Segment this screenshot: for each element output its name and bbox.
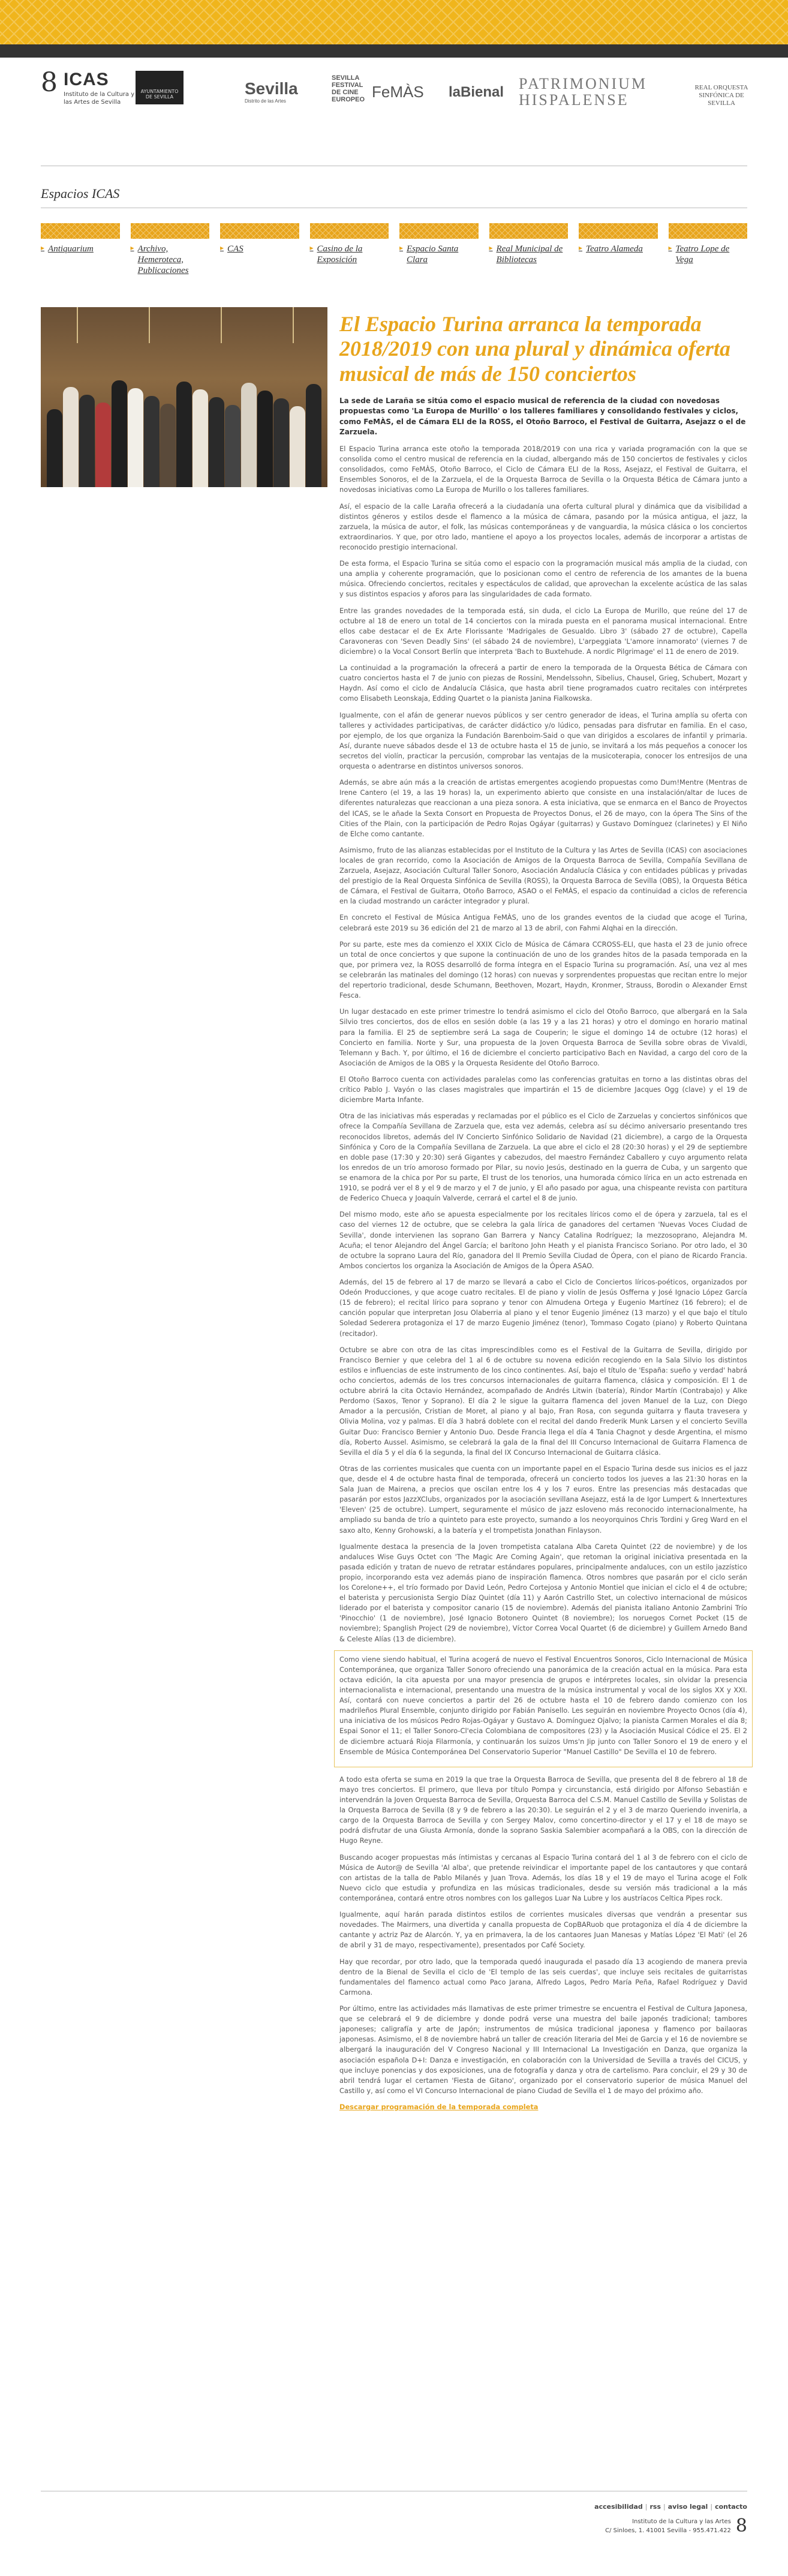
- article-paragraph: Como viene siendo habitual, el Turina acogerá de nuevo el Festival Encuentros Sonoros, Ciclo Internacional de Música Contemporánea, que organiza Taller Sonoro ofreciendo una panorámica de la creación actual en la música. Para esta octava edición, la cita apuesta por una mayor presencia de grupos e intérpretes locales, sin olvidar la presencia internacionalista e internacional, presentando una muestra de la música instrumental y vocal de los siglos XX y XXI. Así, contará con nueve conciertos a partir del 26 de octubre hasta el 10 de febrero dando comienzo con los madrileños Plural Ensemble, conjunto dirigido por Fabián Panisello. Les seguirán en noviembre Proyecto Ocnos (día 4), una iniciativa de los músicos Pedro Rojas-Ogáyar y Gustavo A. Domínguez Ojalvo; la pianista Carmen Morales el día 8; Espai Sonor el 11; el Taller Sonoro-Cl'ecia Colombiana de compositores (23) y la Asociación Musical Códice el 25. El 2 de diciembre actuará Rioja Filarmonía, y continuarán los suizos Ums'n Jip junto con Taller Sonoro el 19 de enero y el Ensemble de Música Contemporánea Del Conservatorio Superior "Manuel Castillo" De Sevilla el 10 de febrero.: [339, 1655, 747, 1756]
- icas-logo-sub: Instituto de la Cultura y las Artes de Sevilla: [64, 91, 135, 106]
- arrow-icon: ▸: [41, 244, 45, 252]
- photo-person: [241, 383, 257, 487]
- top-decorative-bar: [0, 0, 788, 44]
- photo-person: [47, 409, 62, 487]
- nav-label: Espacio Santa Clara: [407, 244, 459, 265]
- article-paragraph: Octubre se abre con otra de las citas imprescindibles como es el Festival de la Guitarra de Sevilla, dirigido por Francisco Bernier y que celebra del 1 al 6 de octubre su novena edición recogiendo en la Sala Silvio los distintos estilos e influencias de este instrumento de los cinco continentes. Así, bajo el título de 'España: sueño y verdad' habrá ocho conciertos, además de los tres concursos internacionales de guitarra flamenca, clásica y composición. El 1 de octubre abrirá la cita Octavio Hernández, acompañado de Andrés Litwin (batería), Rindor Martín (Contrabajo) y Alke Perdomo (Saxos, Tenor y Soprano). El día 2 le sigue la guitarra flamenca del joven Manuel de la Luz, con Diego Amador a la percusión, Cristian de Moret, al piano y al bajo, Fran Rosa, con segunda guitarra y flauta travesera y Olivia Molina, voz y palmas. El día 3 habrá doblete con el recital del dando Frederik Munk Larsen y el concierto Sevilla Guitar Duo: Francisco Bernier y Antonio Duo. Desde Francia llega el día 4 Tania Chagnot y desde Argentina, el mismo día, Roberto Aussel. Asimismo, se celebrará la gala de la final del III Concurso Internacional de Guitarra Flamenca de Sevilla el día 5 y el día 6 la segunda, la final del IX Concurso Internacional de Guitarra clásica.: [339, 1345, 747, 1457]
- nav-label: Real Municipal de Bibliotecas: [496, 244, 563, 265]
- article-paragraph: Igualmente, aquí harán parada distintos estilos de corrientes musicales diversas que vendrán a presentar sus novedades. The Mairmers, una divertida y canalla propuesta de CopBARuob que protagoniza el día 4 de diciembre la cantante y actriz Paz de Alarcón. Y, ya en primavera, la de los cantaores Juan Manesas y Matías López 'El Mati' (el 26 de abril y 31 de mayo, respectivamente), presentados por Café Society.: [339, 1910, 747, 1950]
- photo-person: [112, 380, 127, 487]
- spaces-nav: [41, 223, 747, 276]
- partner-cine-logo[interactable]: SEVILLA FESTIVAL DE CINE EUROPEO: [332, 74, 365, 104]
- nav-label: CAS: [227, 244, 243, 254]
- nav-label: Antiquarium: [48, 244, 94, 254]
- dark-strip: [0, 44, 788, 58]
- article-paragraph: Buscando acoger propuestas más íntimistas y cercanas al Espacio Turina contará del 1 al 3 de febrero con el ciclo de Música de Autor@ de Sevilla 'Al alba', que pretende reivindicar el importante papel de los cantautores y que contará con artistas de la talla de Pablo Milanés y Juan Trova. Además, los días 18 y el 19 de mayo el Turina acoge el Folk Nuevo ciclo que estudia y profundiza en las músicas tradicionales, desde su versión más tradicional a la más contemporánea, contará entre otros nombres con los gallegos Luar Na Lubre y los austríacos Celtica Pipes rock.: [339, 1853, 747, 1902]
- article-headline: El Espacio Turina arranca la temporada 2018/2019 con una plural y dinámica oferta musical de más de 150 conciertos: [339, 312, 731, 386]
- photo-person: [176, 382, 192, 487]
- footer-logo: [605, 2517, 747, 2535]
- photo-person: [209, 397, 224, 487]
- article-paragraph: A todo esta oferta se suma en 2019 la que trae la Orquesta Barroca de Sevilla, que presenta del 8 de febrero al 18 de mayo tres conciertos. El primero, que lleva por título Pompa y circunstancia, está dirigido por Alfonso Sebastián e intervendrán la Joven Orquesta Barroca de Sevilla, Orquesta Barroca del C.S.M. Manuel Castillo de Sevilla y Solistas de la Orquesta Barroca de Sevilla (8 y 9 de febrero a las 20:30). Le seguirán el 2 y el 3 de marzo Queriendo invenirla, a cargo de la Orquesta Barroca de Sevilla y con Sergey Malov, como concertino-director y el 17 y el 18 de mayo se podrá disfrutar de una Giusta Armonía, donde la soprano Saskia Salembier acompañará a la OBS, con la dirección de Hugo Reyne.: [339, 1775, 747, 1845]
- photo-person: [257, 391, 273, 487]
- article-paragraph: Entre las grandes novedades de la temporada está, sin duda, el ciclo La Europa de Murillo, que reúne del 17 de octubre al 18 de enero un total de 14 conciertos con la mirada puesta en el panorama musical internacional. Entre ellos cabe destacar el de Ex Arte Florissante 'Madrigales de Gesualdo. Libro 3' (sábado 27 de octubre), Capella Caravoneras con 'Seven Deadly Sins' (el sábado 24 de noviembre), L'arpeggiata 'L'amore innamorato' (viernes 7 de diciembre) o la Vocal Consort Berlín que interpreta 'Bach to Buxtehude. A nordic Pilgrimage' el 11 de enero de 2019.: [339, 606, 747, 656]
- nav-item-2[interactable]: [220, 223, 299, 276]
- nav-bar[interactable]: [669, 223, 748, 239]
- footer-logo-mark: 8: [735, 2515, 747, 2536]
- photo-lamp: [149, 307, 150, 343]
- nav-item-7[interactable]: [669, 223, 748, 276]
- photo-person: [79, 395, 95, 487]
- nav-link[interactable]: [310, 244, 389, 265]
- article-paragraph: Además, se abre aún más a la creación de artistas emergentes acogiendo propuestas como Dum!Mentre (Mentras de Irene Cantero (el 19, a las 19 horas) la, un experimento abierto que consiste en una instalación/altar de luces de diferentes naturalezas que reaccionan a una pieza sonora. A esta iniciativa, que se enmarca en el Banco de Proyectos del ICAS, se le añade la Sexta Consort en Propuesta de Proyectos Donus, el 26 de mayo, con la ópera The Sins of the Cities of the Plain, con la participación de Pedro Rojas Ogáyar (guitarras) y Gustavo Domínguez (clarinetes) y El Niño de Elche como cantante.: [339, 778, 747, 838]
- partner-patrimonio-logo[interactable]: PATRIMONIUM HISPALENSE: [519, 75, 648, 109]
- nav-item-0[interactable]: [41, 223, 120, 276]
- article-paragraph: Un lugar destacado en este primer trimestre lo tendrá asimismo el ciclo del Otoño Barroco, que albergará en la Sala Silvio tres conciertos, dos de ellos en sesión doble (a las 19 y a las 21 horas) y otro el domingo en horario matinal para la familia. El 25 de septiembre será La saga de Couperin; le sigue el domingo 14 de octubre (12 horas) el Concierto en familia. Norte y Sur, una propuesta de la Joven Orquesta Barroca de Sevilla sobre obras de Vivaldi, Telemann y Bach. Y, por último, el 16 de diciembre el concierto participativo Bach en Navidad, a cargo del coro de la Asociación de Amigos de la OBS y la Orquesta Residente del Otoño Barroco.: [339, 1007, 747, 1067]
- photo-person: [193, 389, 208, 487]
- arrow-icon: ▸: [220, 244, 224, 252]
- footer-separator: |: [710, 2503, 713, 2511]
- photo-person: [225, 405, 240, 487]
- icas-logo-mark: 8: [41, 67, 58, 98]
- ayuntamiento-logo[interactable]: AYUNTAMIENTO DE SEVILLA: [136, 71, 184, 104]
- partner-sevilla-logo[interactable]: [245, 79, 298, 104]
- nav-item-3[interactable]: [310, 223, 389, 276]
- photo-lamp: [293, 307, 294, 343]
- photo-people: [41, 367, 327, 487]
- footer-links: [594, 2503, 747, 2511]
- photo-person: [95, 403, 111, 487]
- top-pattern: [0, 0, 788, 44]
- partner-orquesta-logo[interactable]: REAL ORQUESTA SINFÓNICA DE SEVILLA: [694, 84, 748, 107]
- article-paragraph: Otras de las corrientes musicales que cuenta con un importante papel en el Espacio Turina desde sus inicios es el jazz que, desde el 4 de octubre hasta final de temporada, ofrecerá un concierto todos los jueves a las 21:30 horas en la Sala Juan de Mairena, a precios que oscilan entre los 4 y los 7 euros. Entre las presencias más destacadas que pasarán por estos JazzXClubs, organizados por la asociación sevillana Asejazz, está la de Igor Lumpert & Innertextures 'Eleven' (25 de octubre). Lumpert, seguramente el músico de jazz esloveno más reconocido internacionalmente, ha ampliado su banda de trío a quinteto para este proyecto, sumando a los neoyorquinos Chris Tordini y Greg Ward en el saxo alto, Kenny Grohowski, a la batería y el trompetista Jonathan Finlayson.: [339, 1464, 747, 1535]
- article-paragraph: Por su parte, este mes da comienzo el XXIX Ciclo de Música de Cámara CCROSS-ELI, que hasta el 23 de junio ofrece un total de once conciertos y que supone la continuación de uno de los grandes hitos de la pasada temporada en la que, por primera vez, la ROSS desarrolló de forma íntegra en el Espacio Turina su programación. Así, una vez al mes se celebrarán las matinales del domingo (12 horas) con nuevas y sorprendentes propuestas que recitan entre lo mejor del repertorio tradicional, desde Schumann, Beethoven, Mozart, Haydn, Kronmer, Strauss, Borodin o Alexander Ernst Fesca.: [339, 939, 747, 1000]
- icas-logo[interactable]: [41, 67, 136, 106]
- article-paragraph: En concreto el Festival de Música Antigua FeMÀS, uno de los grandes eventos de la ciudad que acoge el Turina, celebrará este 2019 su 36 edición del 21 de marzo al 13 de abril, con Fahmi Alqhai en la dirección.: [339, 913, 747, 932]
- footer-link[interactable]: accesibilidad: [594, 2503, 643, 2511]
- nav-link[interactable]: [131, 244, 210, 276]
- nav-bar[interactable]: [131, 223, 210, 239]
- icas-logo-name: ICAS: [64, 70, 109, 89]
- nav-bar[interactable]: [579, 223, 658, 239]
- photo-person: [128, 388, 143, 487]
- footer-link[interactable]: rss: [649, 2503, 661, 2511]
- article-paragraph: El Espacio Turina arranca este otoño la temporada 2018/2019 con una rica y variada programación con la que se consolida como el centro musical de referencia en la ciudad, albergando más de 150 conciertos de festivales y ciclos consolidados, como FeMÀS, Otoño Barroco, el Ciclo de Cámara ELI de la Ross, Asejazz, el Festival de Guitarra, el Ensembles Sonoros, el de la Zarzuela, el de la Orquesta Barroca de Sevilla o la Orquesta Bética de Cámara junto a novedosas iniciativas como La Europa de Murillo o los talleres familiares.: [339, 445, 747, 494]
- nav-item-5[interactable]: [489, 223, 569, 276]
- article-paragraph: Asimismo, fruto de las alianzas establecidas por el Instituto de la Cultura y las Artes de Sevilla (ICAS) con asociaciones locales de gran recorrido, como la Asociación de Amigos de la Orquesta Barroca de Sevilla, Compañía Sevillana de Zarzuela, Asejazz, Asociación Cultural Taller Sonoro, Asociación Andalucía Clásica y con entidades públicas y privadas del prestigio de la Real Orquesta Sinfónica de Sevilla (ROSS), la Orquesta Barroca de Sevilla (OBS), la Orquesta Bética de Cámara, el Festival de Guitarra, Otoño Barroco, ASAO o el FeMÀS, el espacio da continuidad a ciclos de referencia en la ciudad mostrando un carácter integrador y plural.: [339, 845, 747, 906]
- highlight-box: [334, 1650, 753, 1767]
- nav-bar[interactable]: [489, 223, 569, 239]
- arrow-icon: ▸: [579, 244, 583, 252]
- nav-link[interactable]: [220, 244, 299, 254]
- article-paragraph: Igualmente destaca la presencia de la Joven trompetista catalana Alba Careta Quintet (22 de noviembre) y de los andaluces Wise Guys Octet con 'The Magic Are Coming Again', que retoman la original iniciativa presentada en la pasada edición y tratan de nuevo de retratar estándares populares, principalmente andaluces, con un estilo jazzístico propio, incorporando esta vez además piano de inspiración flamenca. Otros nombres que pasarán por el ciclo serán los Corelone++, el trío formado por David León, Pedro Cortejosa y Antonio Montiel que inician el ciclo el 4 de octubre; el baterista y percusionista Sergio Díaz Quintet (día 11) y Aarón Castrillo Stet, un colectivo internacional de músicos liderado por el baterista y compositor canario (15 de noviembre). Además del pianista italiano Antonio Zambrini Trío 'Pinocchio' (1 de noviembre), José Ignacio Botonero Quintet (8 noviembre); los noruegos Cornet Pocket (15 de noviembre); Spanglish Project (29 de noviembre), Víctor Correa Vocal Quartet (6 de diciembre) y Guillem Arnedo Band & Celeste Alías (13 de diciembre).: [339, 1542, 747, 1643]
- page-footer: [0, 2491, 788, 2576]
- nav-link[interactable]: [41, 244, 120, 254]
- partner-femas-logo[interactable]: FeMÀS: [372, 83, 424, 101]
- section-title: Espacios ICAS: [41, 186, 120, 201]
- photo-lamp: [221, 307, 222, 343]
- footer-org: Instituto de la Cultura y las Artes: [632, 2518, 731, 2525]
- footer-separator: |: [663, 2503, 666, 2511]
- footer-link[interactable]: contacto: [715, 2503, 747, 2511]
- partner-labienal-logo[interactable]: laBienal: [449, 84, 504, 100]
- nav-label: Casino de la Exposición: [317, 244, 363, 265]
- nav-bar[interactable]: [220, 223, 299, 239]
- nav-link[interactable]: [489, 244, 569, 265]
- arrow-icon: ▸: [309, 244, 314, 252]
- nav-item-1[interactable]: [131, 223, 210, 276]
- article-paragraph: De esta forma, el Espacio Turina se sitúa como el espacio con la programación musical más amplia de la ciudad, con una amplia y coherente programación, que lo posicionan como el centro de referencia de los amantes de la buena música. Ofreciendo conciertos, recitales y espectáculos de calidad, que aprovechan la excelente acústica de las salas y sus distintos espacios y aforos para las singularidades de cada formato.: [339, 559, 747, 599]
- photo-lamp: [77, 307, 78, 343]
- photo-person: [63, 387, 79, 487]
- download-row: [339, 2102, 747, 2112]
- article-paragraph: Del mismo modo, este año se apuesta especialmente por los recitales líricos como el de ópera y zarzuela, tal es el caso del viernes 12 de octubre, que se celebra la gala lírica de ganadores del certamen 'Nuevas Voces Ciudad de Sevilla', donde intervienen las soprano Gan Barrera y Nancy Catalina Rodríguez; la mezzosoprano, Alejandra M. Acuña; el tenor Alejandro del Ángel García; el barítono John Heath y el pianista Francisco Soriano. Por otro lado, el 30 de octubre la soprano Laura del Río, ganadora del II Premio Sevilla Ciudad de Ópera, con el piano de Ricardo Francia. Ambos conciertos los organiza la Asociación de Amigos de la Ópera ASAO.: [339, 1210, 747, 1270]
- footer-link[interactable]: aviso legal: [667, 2503, 708, 2511]
- arrow-icon: ▸: [668, 244, 672, 252]
- download-program-link[interactable]: Descargar programación de la temporada completa: [339, 2102, 539, 2111]
- article-paragraph: El Otoño Barroco cuenta con actividades paralelas como las conferencias gratuitas en torno a las distintas obras del crítico Pablo J. Vayón o las clases magistrales que impartirán el 15 de diciembre Jacques Ogg (clave) y el 19 de diciembre Marta Infante.: [339, 1075, 747, 1104]
- article-paragraph: Así, el espacio de la calle Laraña ofrecerá a la ciudadanía una oferta cultural plural y dinámica que da visibilidad a distintos géneros y estilos desde el flamenco a la música de cámara, pasando por la música antigua, el jazz, la zarzuela, la música de autor, el folk, las músicas contemporáneas y de vanguardia, la música clásica o los conciertos extraordinarios. Y que, por otro lado, mantiene el apoyo a los proyectos locales, además de incorporar a artistas de reconocido prestigio internacional.: [339, 502, 747, 551]
- article-paragraph: Hay que recordar, por otro lado, que la temporada quedó inaugurada el pasado día 13 acogiendo de manera previa dentro de la Bienal de Sevilla el ciclo de 'El templo de las seis cuerdas', que incluye seis recitales de guitarristas fundamentales del flamenco actual como Paco Jarana, Alfredo Lagos, Pedro María Peña, Rafael Rodríguez y David Carmona.: [339, 1957, 747, 1996]
- nav-label: Teatro Lope de Vega: [675, 244, 730, 265]
- nav-label: Teatro Alameda: [586, 244, 643, 254]
- nav-label: Archivo, Hemeroteca, Publicaciones: [137, 244, 189, 275]
- arrow-icon: ▸: [130, 244, 134, 252]
- article-paragraph: Por último, entre las actividades más llamativas de este primer trimestre se encuentra el Festival de Cultura Japonesa, que se celebrará el 9 de diciembre y donde podrá verse una muestra del baile japonés tradicional; tambores japoneses; caligrafía y arte de Japón; instrumentos de música tradicional japonesa y flamenco por bailaoras japonesas. Asimismo, el 8 de noviembre habrá un taller de creación literaria del Mei de Garcia y el 16 de noviembre se albergará la inauguración del V Congreso Nacional y III Internacional La Investigación en Danza, que organiza la asociación española D+I: Danza e investigación, en colaboración con la Universidad de Sevilla a través del CICUS, y que incluye ponencias y dos exposiciones, una de fotografía y danza y otra de cartelismo. Para concluir, el 29 y 30 de abril tendrá lugar el certamen 'Fiesta de Gitano', organizado por el conservatorio superior de música Manuel del Castillo y, así como el VI Concurso Internacional de piano Ciudad de Sevilla el 1 de mayo del próximo año.: [339, 2004, 747, 2095]
- nav-item-4[interactable]: [399, 223, 479, 276]
- article-paragraph: La continuidad a la programación la ofrecerá a partir de enero la temporada de la Orquesta Bética de Cámara con cuatro conciertos hasta el 7 de junio con piezas de Rossini, Mendelssohn, Sibelius, Chausel, Grieg, Schubert, Mozart y Haydn. Así como el ciclo de Andalucía Clásica, que hasta abril tiene programados cuatro recitales con intérpretes como Elisabeth Leonskaja, Edding Quartet o la pianista Janina Fialkowska.: [339, 663, 747, 703]
- footer-address: C/ Sinloes, 1. 41001 Sevilla - 955.471.422: [605, 2527, 731, 2534]
- article-body: [339, 444, 747, 2118]
- footer-separator: |: [645, 2503, 648, 2511]
- arrow-icon: ▸: [399, 244, 404, 252]
- photo-person: [273, 398, 289, 487]
- photo-person: [144, 396, 160, 487]
- article-paragraph: Otra de las iniciativas más esperadas y reclamadas por el público es el Ciclo de Zarzuelas y conciertos sinfónicos que ofrece la Compañía Sevillana de Zarzuela que, esta vez además, celebra así su décimo aniversario presentando tres reconocidos libretos, además del IV Concierto Sinfónico Solidario de Navidad (21 diciembre), a cargo de la Orquesta Sinfónica y Coro de la Compañía Sevillana de Zarzuela. La que abre el ciclo el 28 (20:30 horas) y el 29 de septiembre en doble pase (17:30 y 20:30) será Gigantes y cabezudos, del maestro Fernández Caballero y cuyo argumento relata los enredos de un trío amoroso formado por Pilar, su novio Jesús, destinado en la guerra de Cuba, y un sargento que se enamora de la chica por Por su parte, El trust de los tenorios, una humorada cómico lírica en un acto estrenada en 1910, se podrá ver el 8 y el 9 de marzo y el 7 de junio, y El año pasado por agua, una chispeante revista con partitura de Federico Chueca y Joaquín Valverde, cerrará el cartel el 8 de junio.: [339, 1112, 747, 1203]
- article-paragraph: Además, del 15 de febrero al 17 de marzo se llevará a cabo el Ciclo de Conciertos líricos-poéticos, organizados por Odeón Producciones, y que acoge cuatro recitales. El de piano y violín de Jesús Osfferna y José Ignacio López García (15 de febrero); el recital lírico para soprano y tenor con Almudena Ortega y Eugenio Martínez (16 febrero); el de canción popular que interpretan Josu Olaberria al piano y el tenor Eugenio Jiménez (13 marzo) y el que bajo el título Soledad Sederera protagoniza el 17 de marzo Eugenio Jiménez (tenor), Tommaso Cogato (piano) y Roberto Quintana (recitador).: [339, 1277, 747, 1338]
- nav-link[interactable]: [399, 244, 479, 265]
- photo-person: [306, 384, 321, 487]
- article-lead: La sede de Laraña se sitúa como el espacio musical de referencia de la ciudad con novedosas propuestas como 'La Europa de Murillo' o los talleres familiares y consolidando festivales y ciclos, como FeMÀS, el de Cámara ELI de la ROSS, el Otoño Barroco, el Festival de Guitarra, Asejazz o el de Zarzuela.: [339, 397, 746, 437]
- nav-link[interactable]: [669, 244, 748, 265]
- article-paragraph: Igualmente, con el afán de generar nuevos públicos y ser centro generador de ideas, el Turina amplía su oferta con talleres y actividades participativas, de carácter didáctico y/o lúdico, pensadas para disfrutar en familia. En el caso, por ejemplo, de los que organiza la Fundación Barenboim-Said o que van dirigidos a escolares de infantil y primaria. Así, durante nueve sábados desde el 13 de octubre hasta el 15 de junio, se invitará a los más pequeños a conocer los secretos del violín, practicar la percusión, comprobar las ventajas de la musicoterapia, conocer los entresijos de una orquesta o adentrarse en distintos universos sonoros.: [339, 710, 747, 771]
- nav-link[interactable]: [579, 244, 658, 254]
- nav-item-6[interactable]: [579, 223, 658, 276]
- article-photo: [41, 307, 327, 487]
- nav-bar[interactable]: [399, 223, 479, 239]
- photo-person: [290, 406, 305, 487]
- partner-sevilla-sub: Distrito de las Artes: [245, 98, 286, 104]
- photo-person: [160, 404, 176, 487]
- nav-bar[interactable]: [310, 223, 389, 239]
- partner-sevilla-name: Sevilla: [245, 79, 298, 98]
- nav-bar[interactable]: [41, 223, 120, 239]
- arrow-icon: ▸: [489, 244, 493, 252]
